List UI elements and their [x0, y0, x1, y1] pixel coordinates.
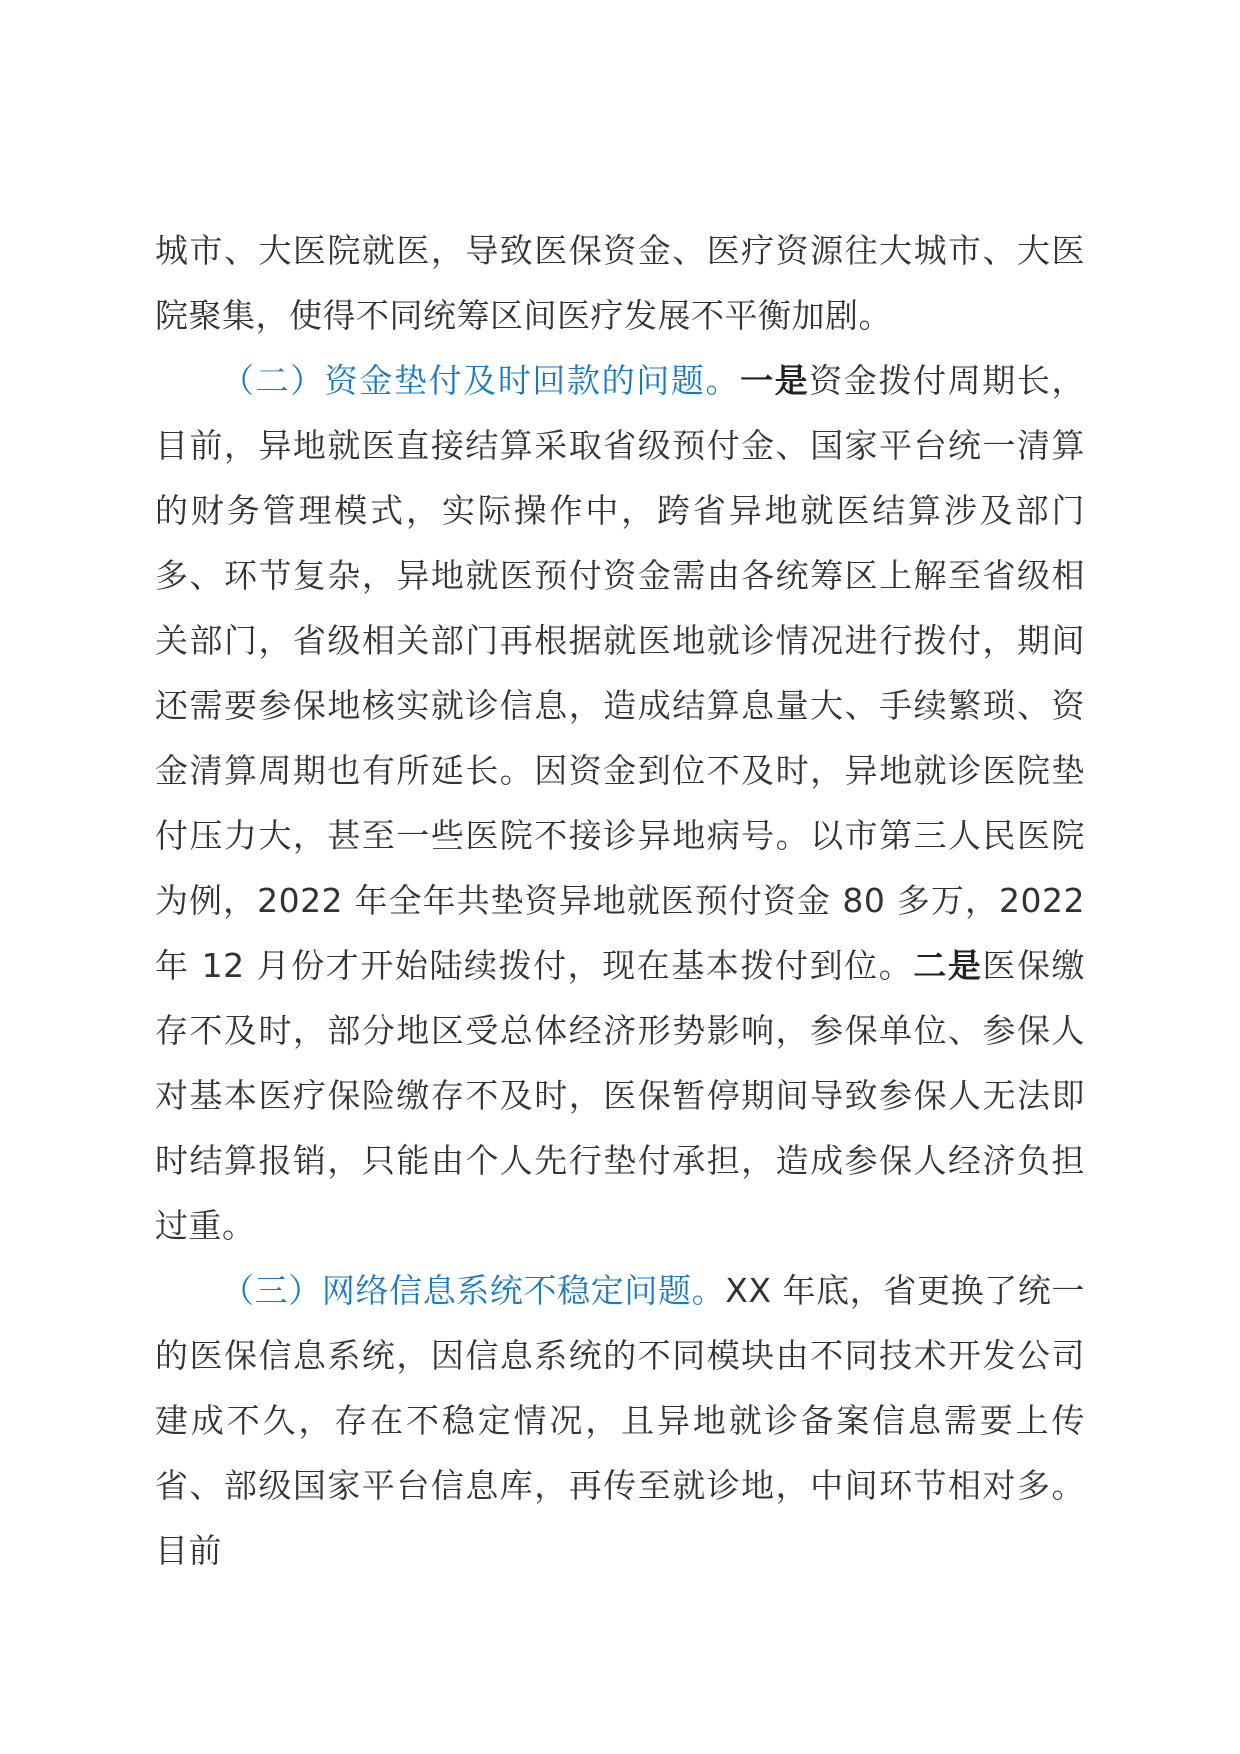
point-marker-one: 一是 — [740, 361, 810, 400]
paragraph-text: 医保缴存不及时，部分地区受总体经济形势影响，参保单位、参保人对基本医疗保险缴存不及时，医保暂停期间导致参保人无法即时结算报销，只能由个人先行垫付承担，造成参保人经济负担过重。 — [155, 946, 1086, 1245]
paragraph-text: 城市、大医院就医，导致医保资金、医疗资源往大城市、大医院聚集，使得不同统筹区间医疗发展不平衡加剧。 — [155, 231, 1085, 335]
paragraph-continuation — [155, 218, 1085, 348]
paragraph-network-system — [155, 1258, 1085, 1583]
point-marker-two: 二是 — [913, 946, 983, 985]
document-body — [155, 218, 1085, 1583]
paragraph-text: XX 年底，省更换了统一的医保信息系统，因信息系统的不同模块由不同技术开发公司建成不久，存在不稳定情况，且异地就诊备案信息需要上传省、部级国家平台信息库，再传至就诊地，中间环节相对多。目前 — [155, 1271, 1085, 1570]
paragraph-text: 资金拨付周期长，目前，异地就医直接结算采取省级预付金、国家平台统一清算的财务管理模式，实际操作中，跨省异地就医结算涉及部门多、环节复杂，异地就医预付资金需由各统筹区上解至省级相关部门，省级相关部门再根据就医地就诊情况进行拨付，期间还需要参保地核实就诊信息，造成结算息量大、手续繁琐、资金清算周期也有所延长。因资金到位不及时，异地就诊医院垫付压力大，甚至一些医院不接诊异地病号。以市第三人民医院为例，2022 年全年共垫资异地就医预付资金 80 多万，2022 年 12 月份才开始陆续拨付，现在基本拨付到位。 — [155, 361, 1086, 985]
paragraph-fund-advance — [155, 348, 1085, 1258]
section-heading-two: （二）资金垫付及时回款的问题。 — [221, 361, 741, 400]
section-heading-three: （三）网络信息系统不稳定问题。 — [221, 1271, 726, 1310]
